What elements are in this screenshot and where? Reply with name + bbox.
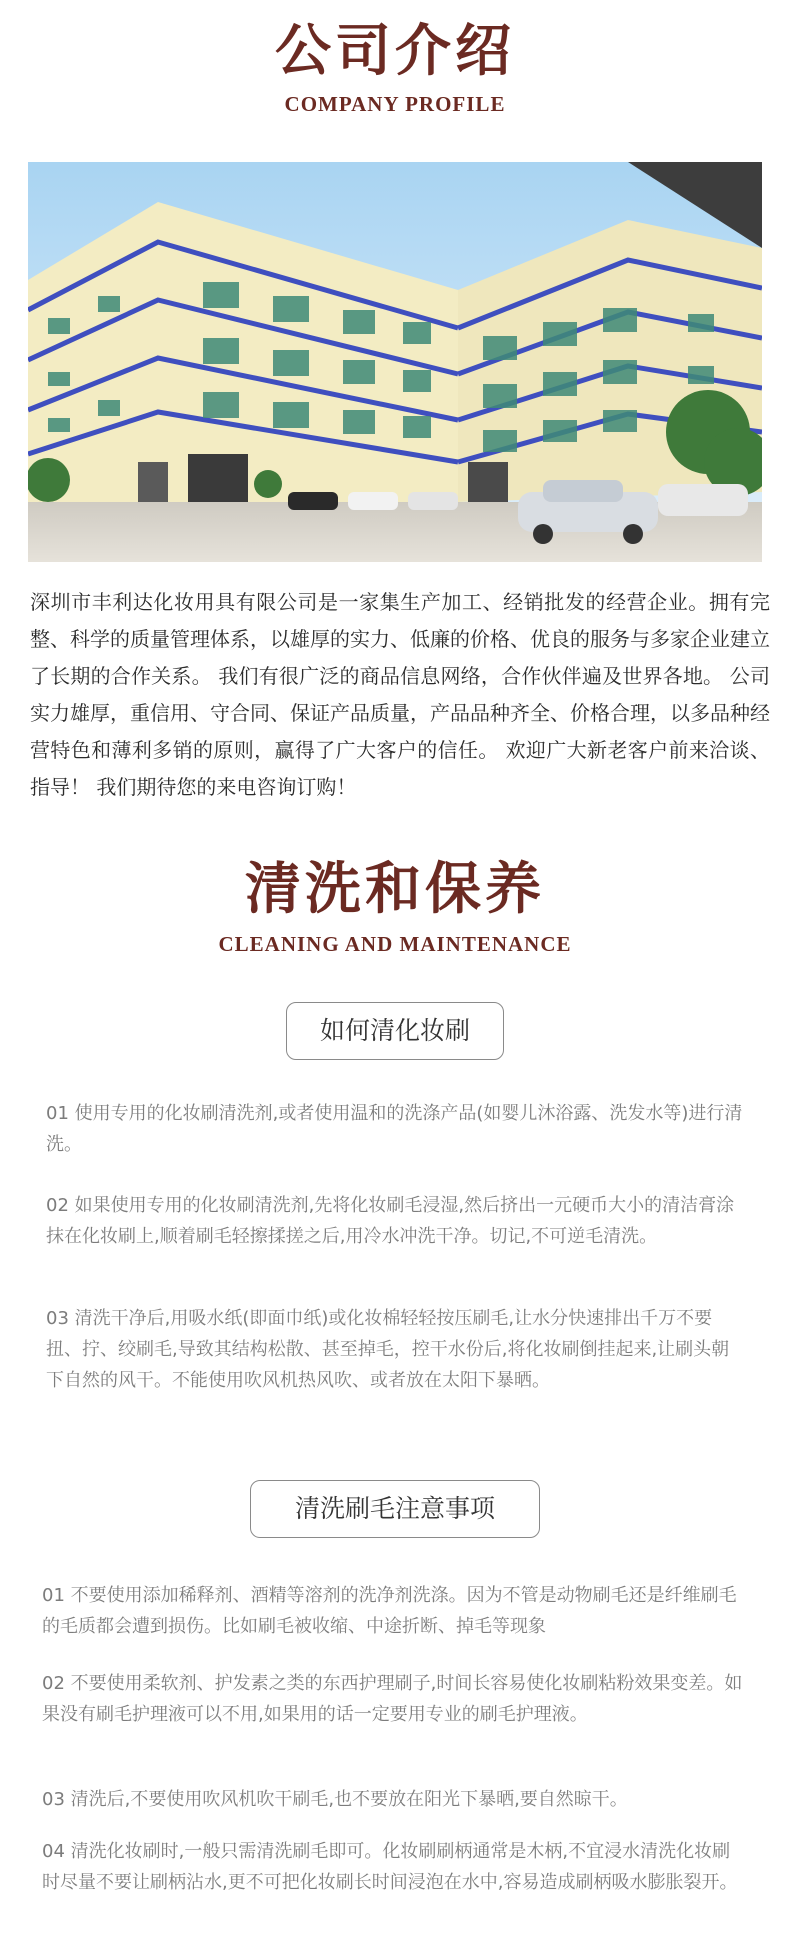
note-item-4: 04 清洗化妆刷时,一般只需清洗刷毛即可。化妆刷刷柄通常是木柄,不宜浸水清洗化妆刷时尽量不要让刷柄沾水,更不可把化妆刷长时间浸泡在水中,容易造成刷柄吸水膨胀裂开。 <box>42 1841 738 1893</box>
note-item-2: 02 不要使用柔软剂、护发素之类的东西护理刷子,时间长容易使化妆刷粘粉效果变差。如果没有刷毛护理液可以不用,如果用的话一定要用专业的刷毛护理液。 <box>42 1673 743 1725</box>
note-item-3: 03 清洗后,不要使用吹风机吹干刷毛,也不要放在阳光下暴晒,要自然晾干。 <box>42 1789 628 1810</box>
company-profile-title: 公司介绍 <box>275 19 515 84</box>
cleaning-header <box>0 857 790 956</box>
cleaning-subtitle: CLEANING AND MAINTENANCE <box>218 932 572 956</box>
company-profile-header <box>0 0 790 115</box>
note-item-1: 01 不要使用添加稀释剂、酒精等溶剂的洗净剂洗涤。因为不管是动物刷毛还是纤维刷毛的毛质都会遭到损伤。比如刷毛被收缩、中途折断、掉毛等现象 <box>42 1585 737 1637</box>
cleaning-notes-label: 清洗刷毛注意事项 <box>250 1480 540 1538</box>
factory-building-photo <box>28 162 762 562</box>
company-intro-text: 深圳市丰利达化妆用具有限公司是一家集生产加工、经销批发的经营企业。拥有完整、科学的质量管理体系，以雄厚的实力、低廉的价格、优良的服务与多家企业建立了长期的合作关系。 我们有很广泛的商品信息网络，合作伙伴遍及世界各地。 公司实力雄厚，重信用、守合同、保证产品质量，产品品种齐全、价格合理，以多品种经营特色和薄利多销的原则，赢得了广大客户的信任。 欢迎广大新老客户前来洽谈、指导！ 我们期待您的来电咨询订购！ <box>30 590 770 799</box>
how-to-step-1: 01 使用专用的化妆刷清洗剂,或者使用温和的洗涤产品(如婴儿沐浴露、洗发水等)进行清洗。 <box>46 1103 743 1155</box>
how-to-clean-label: 如何清化妆刷 <box>286 1002 504 1060</box>
how-to-step-2: 02 如果使用专用的化妆刷清洗剂,先将化妆刷毛浸湿,然后挤出一元硬币大小的清洁膏涂抹在化妆刷上,顺着刷毛轻擦揉搓之后,用冷水冲洗干净。切记,不可逆毛清洗。 <box>46 1195 735 1247</box>
company-profile-subtitle: COMPANY PROFILE <box>284 92 506 116</box>
how-to-step-3: 03 清洗干净后,用吸水纸(即面巾纸)或化妆棉轻轻按压刷毛,让水分快速排出千万不要扭、拧、绞刷毛,导致其结构松散、甚至掉毛，控干水份后,将化妆刷倒挂起来,让刷头朝下自然的风干。不能使用吹风机热风吹、或者放在太阳下暴晒。 <box>46 1308 730 1391</box>
cleaning-title: 清洗和保养 <box>245 857 545 922</box>
